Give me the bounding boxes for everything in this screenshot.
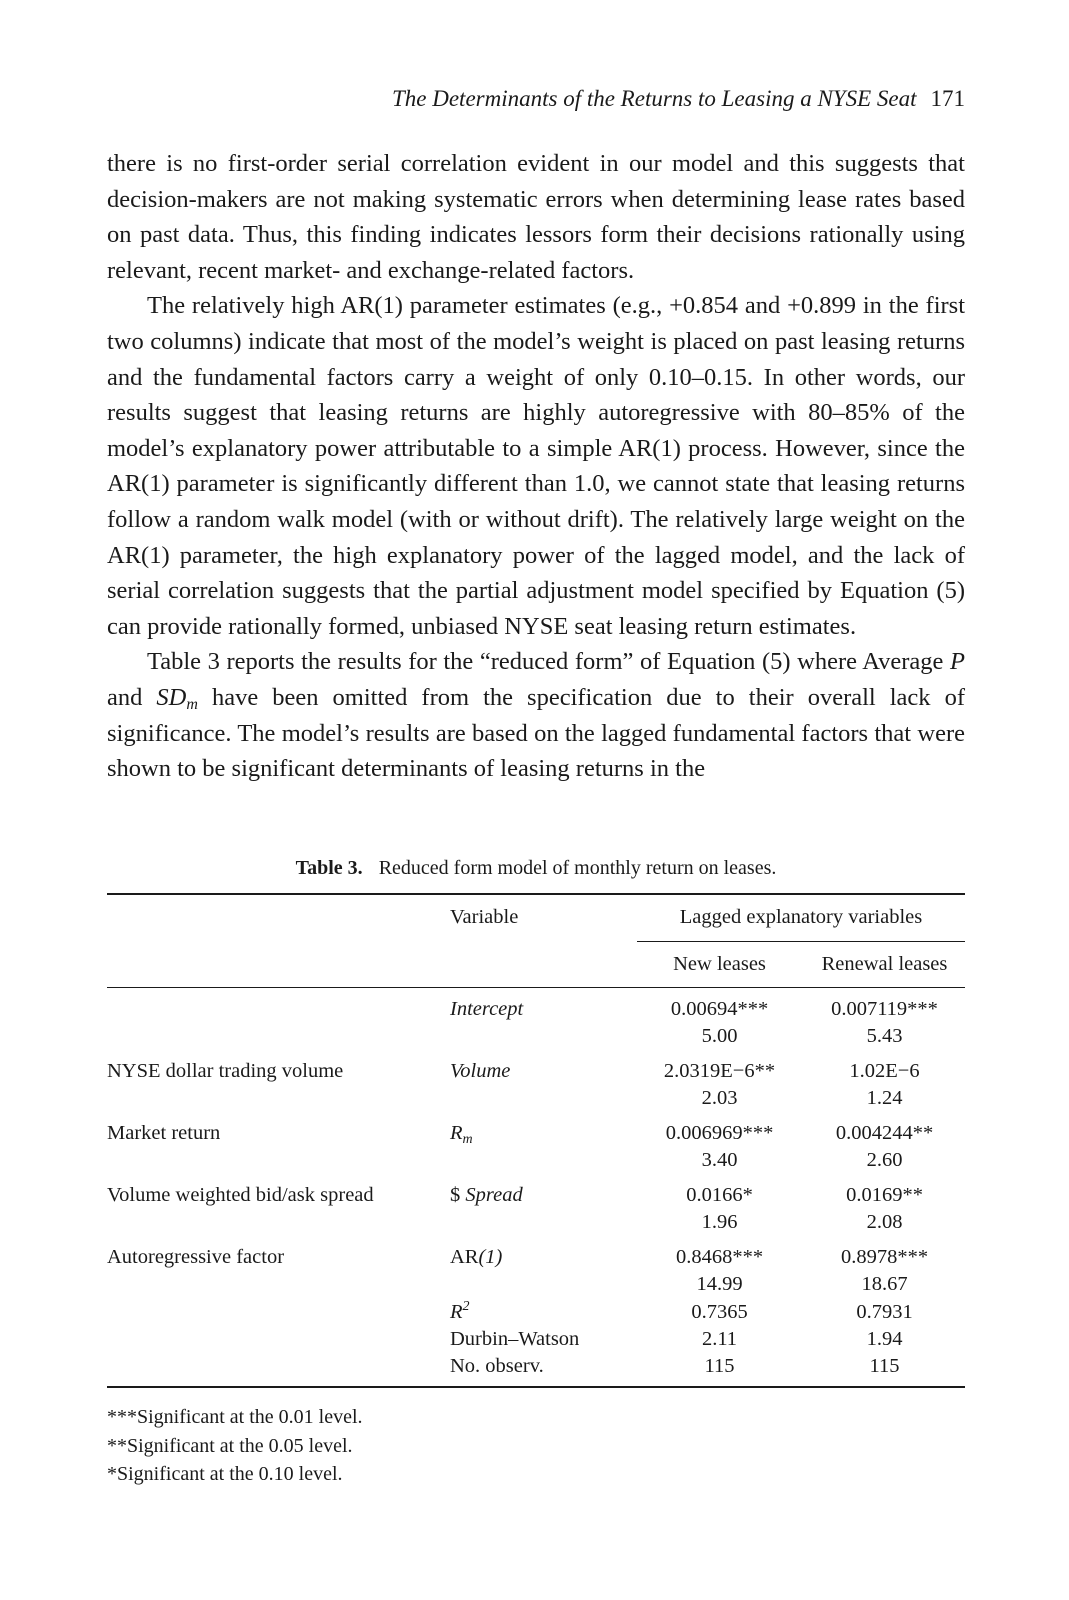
row-renewal-tstat: 18.67 — [861, 1273, 908, 1295]
stat-r-sup: 2 — [462, 1299, 470, 1314]
row-new-tstat: 2.03 — [701, 1087, 738, 1109]
row-new-coef: 0.0166* — [686, 1184, 753, 1206]
row-description: Market return — [107, 1122, 221, 1144]
row-variable-sub: m — [462, 1132, 473, 1147]
header-bottom-rule — [107, 987, 965, 988]
stat-durbin-watson: Durbin–Watson — [450, 1328, 580, 1350]
header-variable: Variable — [450, 906, 519, 928]
row-variable-base: R — [450, 1122, 463, 1144]
row-new-tstat: 3.40 — [701, 1149, 738, 1171]
paragraph-1: there is no first-order serial correlation evident in our model and this suggests that decision-makers are not making systematic errors when determining lease rates based on past data. Thus, this finding indicates lessors form their decisions rationally using relevant, recent market- and exchange-related factors. — [107, 150, 965, 284]
row-renewal-coef: 0.0169** — [846, 1184, 923, 1206]
row-renewal-coef: 1.02E−6 — [849, 1060, 920, 1082]
row-renewal-coef: 0.004244** — [835, 1122, 934, 1144]
paragraph-2: The relatively high AR(1) parameter estimates (e.g., +0.854 and +0.899 in the first two columns) indicate that most of the model’s weight is placed on past leasing returns and the fundamental factors carry a weight of only 0.10–0.15. In other words, our results suggest that leasing returns are highly autoregressive with 80–85% of the model’s explanatory power attributable to a simple AR(1) process. However, since the AR(1) parameter is significantly different than 1.0, we cannot state that leasing returns follow a random walk model (with or without drift). The relatively large weight on the AR(1) parameter, the high explanatory power of the lagged model, and the lack of serial correlation suggests that the partial adjustment model specified by Equation (5) can provide rationally formed, unbiased NYSE seat leasing return estimates. — [107, 292, 965, 640]
stat-new-value: 115 — [704, 1355, 735, 1377]
row-description: Volume weighted bid/ask spread — [107, 1184, 374, 1206]
row-variable-italic: Spread — [465, 1184, 523, 1206]
footnote: **Significant at the 0.05 level. — [107, 1434, 353, 1457]
table-caption-text: Reduced form model of monthly return on leases. — [378, 857, 777, 879]
stat-renewal-value: 0.7931 — [856, 1301, 913, 1323]
row-variable-italic: (1) — [478, 1246, 503, 1268]
row-variable: Intercept — [450, 998, 524, 1020]
row-new-coef: 0.00694*** — [670, 998, 769, 1020]
row-renewal-tstat: 2.60 — [866, 1149, 903, 1171]
row-new-coef: 0.8468*** — [675, 1246, 764, 1268]
table-footnotes — [107, 1403, 363, 1489]
row-renewal-tstat: 5.43 — [866, 1025, 903, 1047]
stat-observations: No. observ. — [450, 1355, 544, 1377]
row-description: Autoregressive factor — [107, 1246, 285, 1268]
stat-r-base: R — [450, 1301, 463, 1323]
stat-renewal-value: 115 — [869, 1355, 900, 1377]
row-renewal-coef: 0.8978*** — [840, 1246, 929, 1268]
row-description: NYSE dollar trading volume — [107, 1060, 344, 1082]
row-variable — [450, 1120, 473, 1146]
paragraph-3 — [107, 644, 965, 786]
table-bottom-rule — [107, 1386, 965, 1388]
stat-new-value: 2.11 — [701, 1328, 738, 1350]
p3-text-c: have been omitted from the specification due to their overall lack of significance. The model’s results are based on the lagged fundamental factors that were shown to be significant determinants of leasing returns in the — [107, 683, 966, 783]
header-sub-rule — [637, 941, 965, 942]
row-variable-prefix: $ — [450, 1184, 466, 1206]
header-lagged: Lagged explanatory variables — [679, 906, 923, 928]
table-caption — [107, 857, 965, 880]
body-text — [107, 146, 965, 787]
p3-symbol-sd: SD — [156, 683, 187, 711]
p3-text-b: and — [107, 683, 157, 711]
row-variable — [450, 1182, 523, 1208]
row-variable-prefix: AR — [450, 1246, 479, 1268]
stat-renewal-value: 1.94 — [866, 1328, 903, 1350]
row-variable — [450, 1244, 502, 1270]
row-renewal-tstat: 1.24 — [866, 1087, 903, 1109]
header-renewal-leases: Renewal leases — [821, 953, 948, 975]
row-new-coef: 0.006969*** — [665, 1122, 774, 1144]
row-new-tstat: 1.96 — [701, 1211, 738, 1233]
p3-symbol-p: P — [950, 648, 965, 676]
running-head-title: The Determinants of the Returns to Leasing a NYSE Seat — [391, 86, 917, 111]
footnote: ***Significant at the 0.01 level. — [107, 1406, 363, 1428]
row-renewal-tstat: 2.08 — [866, 1211, 903, 1233]
header-new-leases: New leases — [673, 953, 766, 975]
row-new-tstat: 14.99 — [696, 1273, 743, 1295]
stat-new-value: 0.7365 — [691, 1301, 748, 1323]
row-new-tstat: 5.00 — [701, 1025, 738, 1047]
table-top-rule — [107, 893, 965, 895]
row-new-coef: 2.0319E−6** — [663, 1060, 776, 1082]
stat-r-squared — [450, 1299, 470, 1325]
p3-symbol-sd-sub: m — [186, 695, 198, 713]
row-renewal-coef: 0.007119*** — [831, 998, 938, 1020]
p3-text-a: Table 3 reports the results for the “reduced form” of Equation (5) where Average — [147, 648, 951, 676]
page-number: 171 — [930, 86, 965, 111]
footnote: *Significant at the 0.10 level. — [107, 1463, 343, 1485]
table-caption-label: Table 3. — [295, 857, 363, 879]
running-head — [392, 86, 965, 112]
row-variable: Volume — [450, 1060, 511, 1082]
page — [107, 0, 965, 1600]
